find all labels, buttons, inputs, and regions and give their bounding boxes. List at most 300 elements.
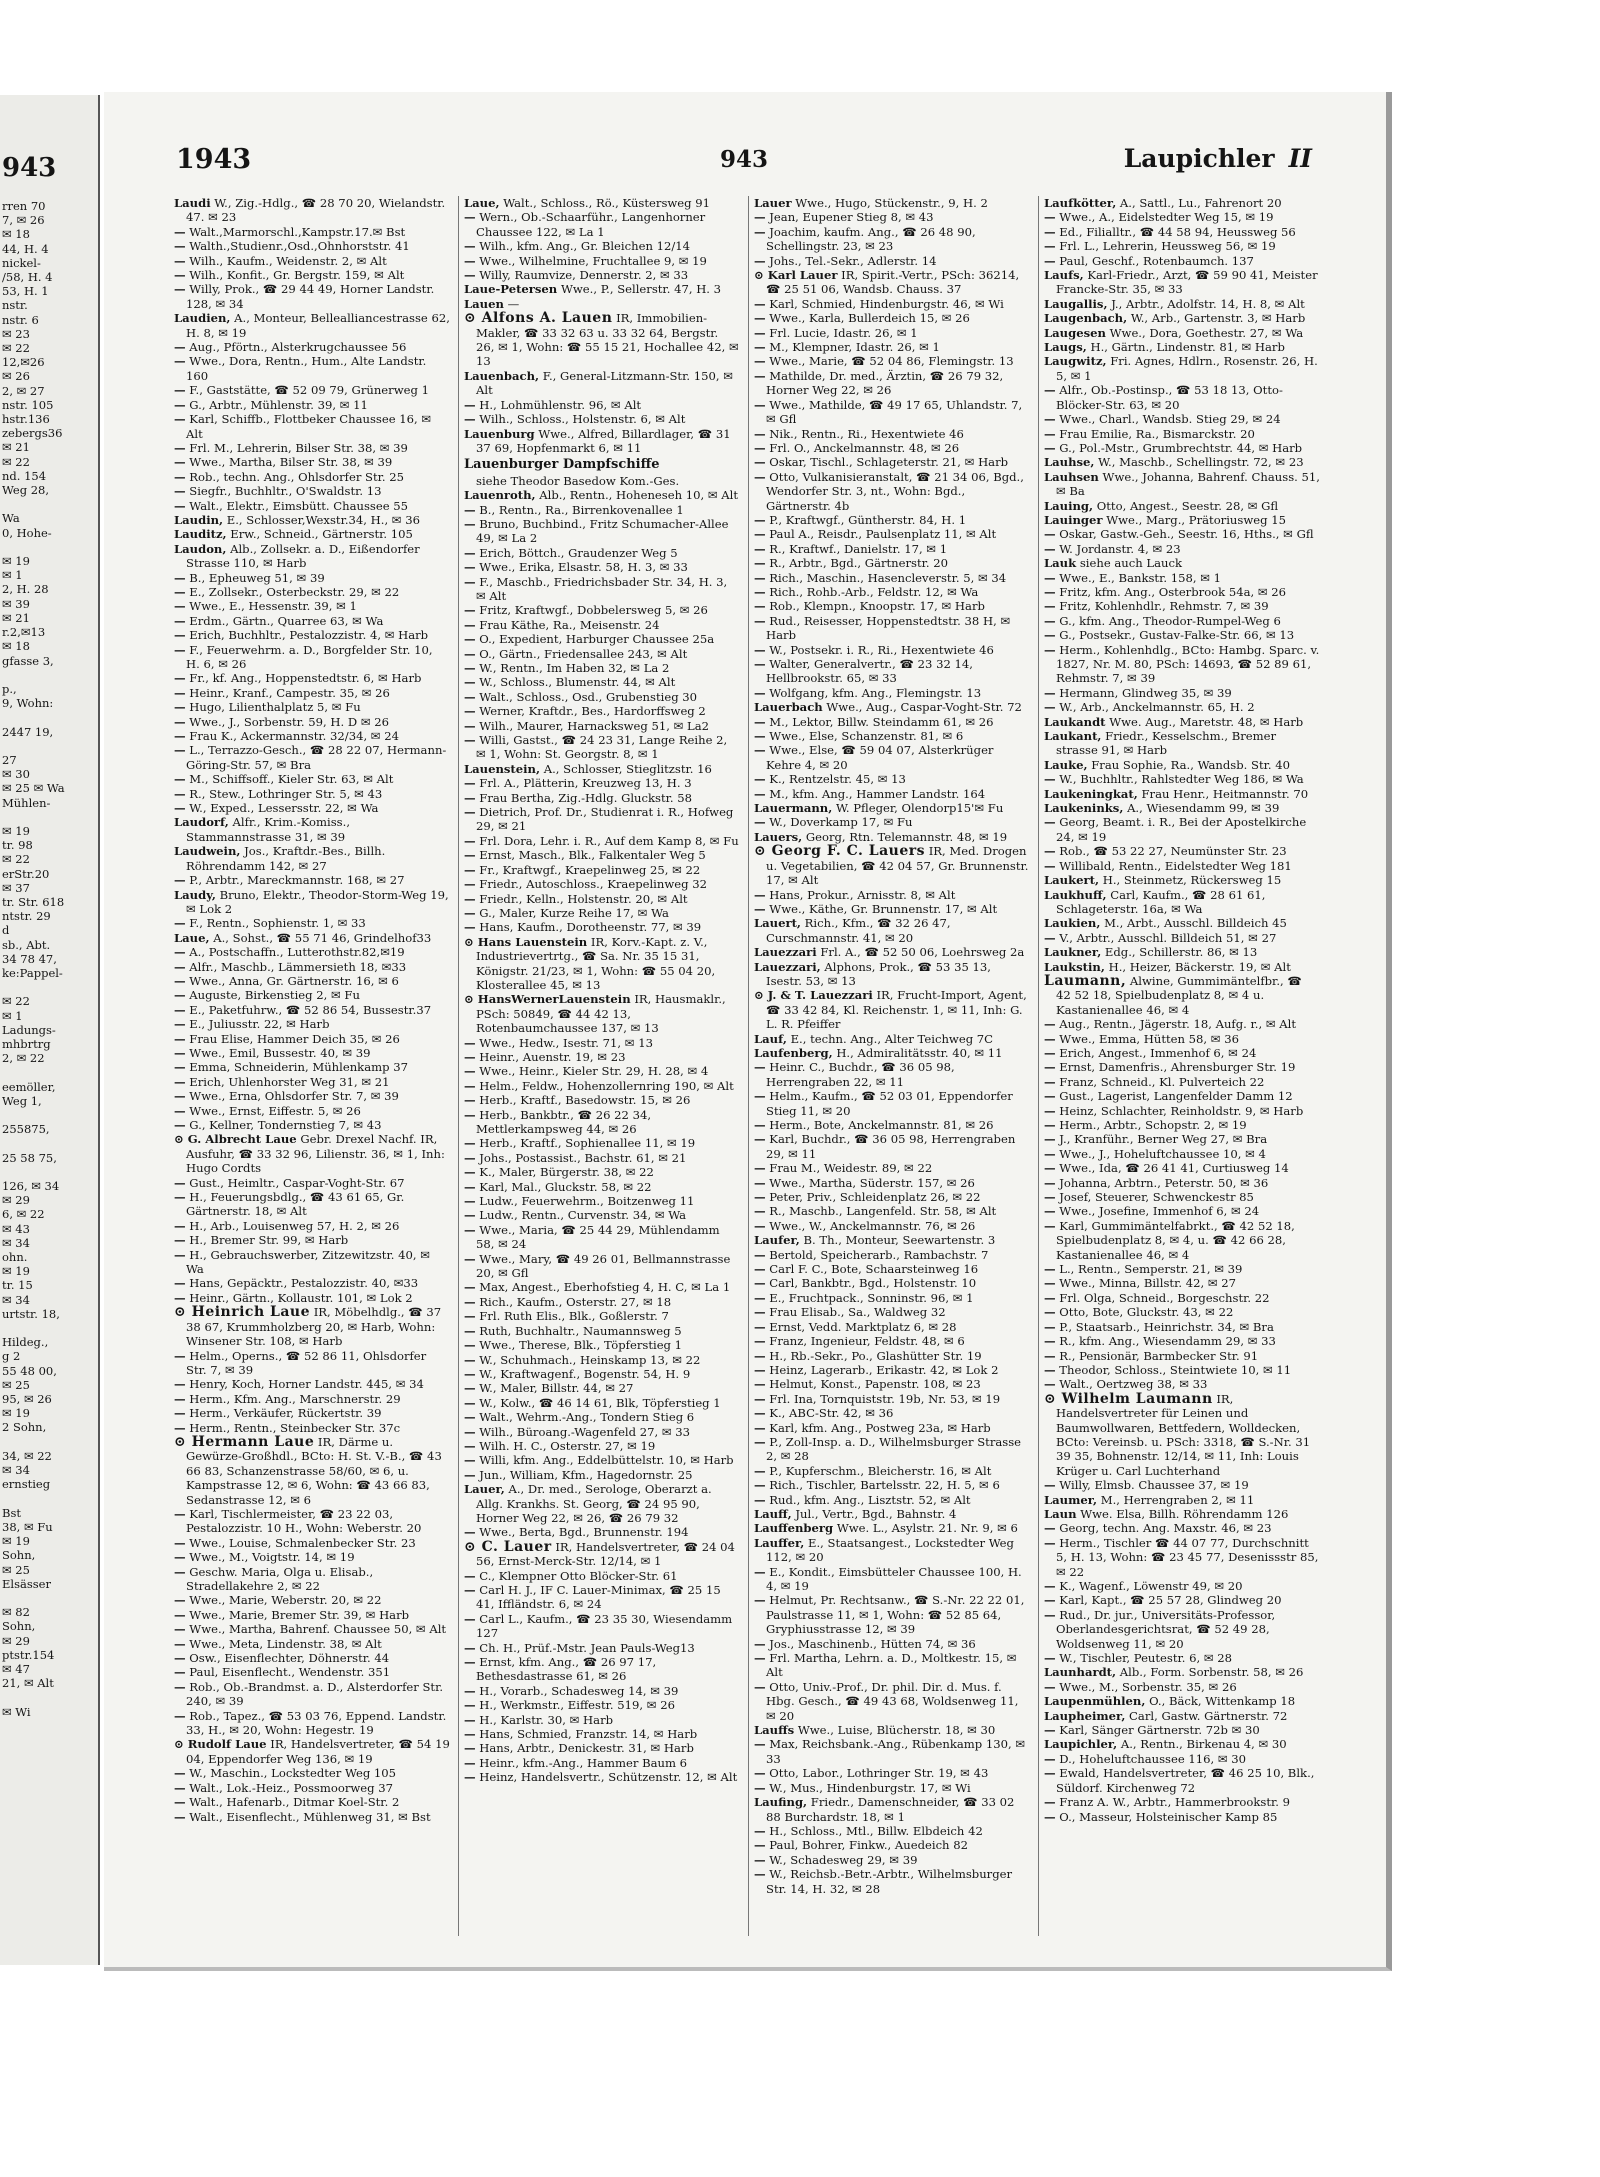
directory-entry xyxy=(464,1713,740,1727)
entry-details: M., kfm. Ang., Hammer Landstr. 164 xyxy=(769,786,986,801)
entry-name: — xyxy=(754,1406,766,1421)
directory-entry xyxy=(174,916,450,930)
entry-details: IR, Immobilien-Makler, ☎ 33 32 63 u. 33 32 64, Bergstr. 26, ✉ 1, Wohn: ☎ 55 15 21, Hochallee 42, ✉ 13 xyxy=(476,311,739,369)
entry-name: — xyxy=(174,1665,186,1680)
directory-entry xyxy=(754,1248,1030,1262)
entry-name: — xyxy=(754,599,766,614)
entry-name: — xyxy=(754,1823,766,1838)
directory-entry xyxy=(174,1349,450,1378)
entry-name: ⊙ G. Albrecht Laue xyxy=(174,1132,297,1147)
page-year: 1943 xyxy=(176,144,252,175)
facing-page-line: ✉ 47 xyxy=(2,1661,30,1676)
directory-entry xyxy=(464,1280,740,1294)
directory-entry xyxy=(174,1046,450,1060)
directory-entry xyxy=(754,988,1030,1031)
entry-name: — xyxy=(174,1795,186,1810)
directory-entry xyxy=(1044,1334,1320,1348)
directory-entry xyxy=(464,196,740,210)
directory-entry xyxy=(1044,844,1320,858)
entry-name: — xyxy=(1044,1809,1056,1824)
entry-details: V., Arbtr., Ausschl. Billdeich 51, ✉ 27 xyxy=(1059,930,1277,945)
entry-name: — xyxy=(1044,1132,1056,1147)
directory-entry xyxy=(464,398,740,412)
entry-details: W., Schuhmach., Heinskamp 13, ✉ 22 xyxy=(479,1352,701,1367)
directory-entry xyxy=(464,297,740,311)
entry-name: — xyxy=(174,685,186,700)
entry-name: ⊙ Hermann Laue xyxy=(174,1433,315,1450)
directory-entry xyxy=(174,960,450,974)
entry-name: Lauk xyxy=(1044,556,1077,571)
entry-details: Mathilde, Dr. med., Ärztin, ☎ 26 79 32, Horner Weg 22, ✉ 26 xyxy=(766,368,1004,398)
entry-name: — xyxy=(174,1607,186,1622)
entry-name: — xyxy=(1044,844,1056,859)
entry-name: — xyxy=(754,1060,766,1075)
entry-name: — xyxy=(1044,700,1056,715)
facing-page-line: d xyxy=(2,923,10,938)
entry-details: Karl, Kapt., ☎ 25 57 28, Glindweg 20 xyxy=(1059,1593,1282,1608)
entry-name: — xyxy=(174,1391,186,1406)
entry-details: G., Kellner, Tondernstieg 7, ✉ 43 xyxy=(189,1118,382,1132)
entry-details: G., Maler, Kurze Reihe 17, ✉ Wa xyxy=(479,905,669,920)
entry-name: — xyxy=(174,1622,186,1637)
entry-details: Georg, Rtn. Telemannstr. 48, ✉ 19 xyxy=(805,829,1008,844)
entry-details: Josef, Steuerer, Schwenckestr 85 xyxy=(1059,1190,1254,1205)
entry-name: ⊙ J. & T. Lauezzari xyxy=(754,988,873,1003)
entry-details: Walt., Lok.-Heiz., Possmoorweg 37 xyxy=(189,1780,394,1795)
entry-name: — xyxy=(1044,1348,1056,1363)
entry-name: — xyxy=(754,1290,766,1305)
directory-entry xyxy=(464,1353,740,1367)
facing-page-line: ✉ 21 xyxy=(2,440,30,455)
entry-details: Aug., Pförtn., Alsterkrugchaussee 56 xyxy=(189,340,407,355)
entry-details: Heinr., Gärtn., Kollaustr. 101, ✉ Lok 2 xyxy=(189,1290,413,1305)
facing-page-line: ✉ 19 xyxy=(2,1406,30,1421)
facing-page-line: gfasse 3, xyxy=(2,653,54,668)
entry-name: — xyxy=(754,253,766,268)
entry-details: Wilh., Kaufm., Weidenstr. 2, ✉ Alt xyxy=(189,253,387,268)
directory-entry xyxy=(174,1536,450,1550)
entry-details: Frau Sophie, Ra., Wandsb. Str. 40 xyxy=(1091,757,1291,772)
facing-page-line: tr. 98 xyxy=(2,838,33,853)
facing-page-line xyxy=(2,668,98,682)
entry-details: H., Arb., Louisenweg 57, H. 2, ✉ 26 xyxy=(189,1218,400,1233)
entry-details: Walt.,Marmorschl.,Kampstr.17.✉ Bst xyxy=(189,224,406,239)
entry-details: Wwe., E., Hessenstr. 39, ✉ 1 xyxy=(189,599,357,614)
entry-details: Joachim, kaufm. Ang., ☎ 26 48 90, Schellingstr. 23, ✉ 23 xyxy=(766,224,976,254)
entry-details: Otto, Bote, Gluckstr. 43, ✉ 22 xyxy=(1059,1305,1234,1320)
entry-name: — xyxy=(1044,858,1056,873)
entry-name: — xyxy=(754,210,766,225)
directory-entry xyxy=(754,1565,1030,1594)
facing-page-line: ✉ 34 xyxy=(2,1463,30,1478)
entry-details: Frl. Dora, Lehr. i. R., Auf dem Kamp 8, ✉ Fu xyxy=(479,833,739,848)
entry-name: Laufenberg, xyxy=(754,1045,833,1060)
entry-details: Wwe. Aug., Maretstr. 48, ✉ Harb xyxy=(1109,714,1304,729)
entry-details: W., Reichsb.-Betr.-Arbtr., Wilhelmsburger Str. 14, H. 32, ✉ 28 xyxy=(766,1867,1013,1896)
entry-details: Herm., Arbtr., Schopstr. 2, ✉ 19 xyxy=(1059,1118,1247,1132)
facing-page-line: Bst xyxy=(2,1505,21,1520)
entry-details: Frl. L., Lehrerin, Heussweg 56, ✉ 19 xyxy=(1059,239,1276,254)
entry-details: A., Schlosser, Stieglitzstr. 16 xyxy=(543,761,712,776)
entry-name: — xyxy=(464,1294,476,1309)
directory-entry xyxy=(174,974,450,988)
facing-page-line: /58, H. 4 xyxy=(2,270,53,285)
entry-name: — xyxy=(1044,570,1056,585)
entry-details: Herb., Kraftf., Basedowstr. 15, ✉ 26 xyxy=(479,1093,691,1108)
directory-entry xyxy=(1044,499,1320,513)
entry-name: — xyxy=(464,1611,476,1626)
entry-details: L., Rentn., Semperstr. 21, ✉ 39 xyxy=(1059,1262,1243,1277)
directory-entry xyxy=(754,1867,1030,1896)
entry-name: Laukert, xyxy=(1044,873,1100,888)
directory-entry xyxy=(464,1425,740,1439)
entry-details: Herm., Kohlenhdlg., BCto: Hambg. Sparc. v. 1827, Nr. M. 80, PSch: 14693, ☎ 52 89 61, Rehmstr. 7, ✉ 39 xyxy=(1056,642,1320,686)
entry-details: R., Arbtr., Bgd., Gärtnerstr. 20 xyxy=(769,556,949,571)
facing-page-line: 53, H. 1 xyxy=(2,284,49,299)
directory-entry xyxy=(1044,571,1320,585)
entry-details: Heinr. C., Buchdr., ☎ 36 05 98, Herrengraben 22, ✉ 11 xyxy=(766,1060,955,1089)
entry-details: W., Doverkamp 17, ✉ Fu xyxy=(769,815,913,830)
entry-details: Karl, Mal., Gluckstr. 58, ✉ 22 xyxy=(479,1179,652,1194)
facing-page-line: ✉ 25 ✉ Wa xyxy=(2,781,65,796)
entry-details: Erdm., Gärtn., Quarree 63, ✉ Wa xyxy=(189,613,384,628)
directory-entry xyxy=(174,1104,450,1118)
column-3 xyxy=(754,196,1030,1936)
entry-name: Laufs, xyxy=(1044,268,1084,283)
directory-entry xyxy=(754,585,1030,599)
entry-details: Willi, Gastst., ☎ 24 23 31, Lange Reihe 2, ✉ 1, Wohn: St. Georgstr. 8, ✉ 1 xyxy=(476,733,728,762)
directory-entry xyxy=(174,1377,450,1391)
entry-name: — xyxy=(754,1319,766,1334)
entry-name: — xyxy=(754,340,766,355)
entry-details: Willy, Raumvize, Dennerstr. 2, ✉ 33 xyxy=(479,268,689,283)
directory-entry xyxy=(1044,1752,1320,1766)
entry-name: — xyxy=(174,1535,186,1550)
entry-name: Laukeningkat, xyxy=(1044,786,1138,801)
directory-entry xyxy=(464,1439,740,1453)
facing-page-line: ✉ 30 xyxy=(2,767,30,782)
entry-name: Lauezzari xyxy=(754,945,817,960)
entry-details: Walter, Generalvertr., ☎ 23 32 14, Hellbrookstr. 65, ✉ 33 xyxy=(766,657,973,686)
entry-details: Wwe., M., Sorbenstr. 35, ✉ 26 xyxy=(1059,1679,1237,1694)
entry-name: — xyxy=(174,354,186,369)
entry-details: Wwe., Maria, ☎ 25 44 29, Mühlendamm 58, ✉ 24 xyxy=(476,1222,720,1252)
entry-name: — xyxy=(1044,613,1056,628)
directory-entry xyxy=(174,1089,450,1103)
entry-name: — xyxy=(174,772,186,787)
directory-entry xyxy=(464,1108,740,1137)
entry-name: — xyxy=(464,675,476,690)
entry-details: Auguste, Birkenstieg 2, ✉ Fu xyxy=(189,988,360,1003)
entry-name: — xyxy=(754,714,766,729)
entry-details: B., Rentn., Ra., Birrenkovenallee 1 xyxy=(479,502,684,517)
facing-page-line: erStr.20 xyxy=(2,866,50,881)
directory-entry xyxy=(754,441,1030,455)
entry-name: — xyxy=(174,1218,186,1233)
entry-name: — xyxy=(1044,1766,1056,1781)
entry-details: Wwe., Hugo, Stückenstr., 9, H. 2 xyxy=(795,196,988,210)
directory-entry xyxy=(1044,1349,1320,1363)
entry-name: — xyxy=(1044,1146,1056,1161)
directory-entry xyxy=(174,254,450,268)
directory-entry xyxy=(464,239,740,253)
entry-details: Erich, Angest., Immenhof 6, ✉ 24 xyxy=(1059,1045,1257,1060)
entry-details: Paul A., Reisdr., Paulsenplatz 11, ✉ Alt xyxy=(769,527,997,542)
directory-entry xyxy=(1044,1204,1320,1218)
directory-entry xyxy=(464,1770,740,1784)
facing-page-line xyxy=(2,1690,98,1704)
directory-entry xyxy=(754,945,1030,959)
facing-page-line: nstr. xyxy=(2,298,28,313)
entry-details: G., Postsekr., Gustav-Falke-Str. 66, ✉ 13 xyxy=(1059,628,1295,643)
directory-entry xyxy=(754,1046,1030,1060)
directory-entry xyxy=(174,585,450,599)
directory-entry xyxy=(1044,1579,1320,1593)
entry-details: Bertold, Speicherarb., Rambachstr. 7 xyxy=(769,1247,989,1262)
directory-entry xyxy=(1044,1737,1320,1751)
directory-entry xyxy=(174,340,450,354)
directory-entry xyxy=(464,675,740,689)
directory-entry xyxy=(464,704,740,718)
entry-details: F., Gaststätte, ☎ 52 09 79, Grünerweg 1 xyxy=(189,383,429,398)
entry-details: Wwe., Berta, Bgd., Brunnenstr. 194 xyxy=(479,1525,689,1540)
directory-entry xyxy=(1044,945,1320,959)
directory-entry xyxy=(174,801,450,815)
entry-name: — xyxy=(174,1089,186,1104)
entry-name: — xyxy=(464,603,476,618)
entry-name: — xyxy=(464,1683,476,1698)
facing-page-line: ✉ 39 xyxy=(2,596,30,611)
entry-name: — xyxy=(754,570,766,585)
directory-entry xyxy=(464,1194,740,1208)
directory-entry xyxy=(1044,686,1320,700)
directory-entry xyxy=(754,1276,1030,1290)
directory-entry xyxy=(1044,700,1320,714)
entry-name: — xyxy=(754,1276,766,1291)
entry-name: — xyxy=(464,689,476,704)
entry-details: Heinr., Kranf., Campestr. 35, ✉ 26 xyxy=(189,685,390,700)
column-divider xyxy=(748,196,749,1936)
entry-details: Frau Henr., Heitmannstr. 70 xyxy=(1141,786,1309,801)
entry-details: Carl, Kaufm., ☎ 28 61 61, Schlageterstr. 16a, ✉ Wa xyxy=(1056,887,1266,916)
entry-name: — xyxy=(754,368,766,383)
entry-name: — xyxy=(464,877,476,892)
entry-details: siehe auch Lauck xyxy=(1079,556,1182,571)
directory-entry xyxy=(1044,268,1320,297)
entry-name: Lauditz, xyxy=(174,527,227,542)
entry-details: P., Kraftwgf., Güntherstr. 84, H. 1 xyxy=(769,512,967,527)
entry-name: — xyxy=(754,1564,766,1579)
directory-entry xyxy=(754,686,1030,700)
entry-details: Rich., Tischler, Bartelsstr. 22, H. 5, ✉ 6 xyxy=(769,1478,1000,1493)
entry-details: IR, Handelsvertreter, ☎ 24 04 56, Ernst-Merck-Str. 12/14, ✉ 1 xyxy=(476,1539,735,1569)
entry-name: — xyxy=(174,1290,186,1305)
entry-details: W., Postsekr. i. R., Ri., Hexentwiete 46 xyxy=(769,642,994,657)
entry-details: Wwe., Else, ☎ 59 04 07, Alsterkrüger Kehre 4, ✉ 20 xyxy=(766,743,994,772)
entry-details: K., ABC-Str. 42, ✉ 36 xyxy=(769,1406,894,1421)
entry-details: Carl, Bankbtr., Bgd., Holstenstr. 10 xyxy=(769,1276,977,1291)
facing-page-line: 0, Hohe- xyxy=(2,525,52,540)
entry-details: Siegfr., Buchhltr., O'Swaldstr. 13 xyxy=(189,484,382,499)
directory-entry xyxy=(464,1583,740,1612)
directory-entry xyxy=(754,1536,1030,1565)
facing-page-line: ✉ 22 xyxy=(2,454,30,469)
facing-page-line: hstr.136 xyxy=(2,412,50,427)
facing-page-line: nickel- xyxy=(2,255,41,270)
facing-page-line: 2, ✉ 27 xyxy=(2,383,45,398)
directory-entry xyxy=(1044,383,1320,412)
entry-name: — xyxy=(174,282,186,297)
directory-entry xyxy=(1044,931,1320,945)
directory-entry xyxy=(174,282,450,311)
entry-name: — xyxy=(754,541,766,556)
directory-entry xyxy=(174,1608,450,1622)
entry-details: Wolfgang, kfm. Ang., Flemingstr. 13 xyxy=(769,685,982,700)
entry-name: — xyxy=(754,325,766,340)
entry-name: — xyxy=(174,1636,186,1651)
facing-page-line: Elsässer xyxy=(2,1576,51,1591)
directory-entry xyxy=(464,632,740,646)
entry-name: — xyxy=(464,1093,476,1108)
directory-entry xyxy=(1044,1493,1320,1507)
entry-details: K., Maler, Bürgerstr. 38, ✉ 22 xyxy=(479,1165,654,1180)
entry-details: Karl-Friedr., Arzt, ☎ 59 90 41, Meister Francke-Str. 35, ✉ 33 xyxy=(1056,268,1318,297)
directory-entry xyxy=(754,1435,1030,1464)
entry-name: — xyxy=(1044,1262,1056,1277)
entry-details: Carl H. J., IF C. Lauer-Minimax, ☎ 25 15 41, Iffländstr. 6, ✉ 24 xyxy=(476,1583,721,1612)
entry-details: Rud., kfm. Ang., Lisztstr. 52, ✉ Alt xyxy=(769,1492,971,1507)
entry-name: — xyxy=(754,1305,766,1320)
entry-details: E., techn. Ang., Alter Teichweg 7C xyxy=(790,1031,994,1046)
entry-details: Ch. H., Prüf.-Mstr. Jean Pauls-Weg13 xyxy=(479,1640,695,1655)
entry-name: — xyxy=(1044,527,1056,542)
directory-entry xyxy=(174,1032,450,1046)
directory-entry xyxy=(174,1248,450,1277)
directory-entry xyxy=(464,546,740,560)
entry-details: Wwe., Luise, Blücherstr. 18, ✉ 30 xyxy=(797,1723,996,1738)
entry-name: — xyxy=(464,210,476,225)
entry-details: Hans, Kaufm., Dorotheenstr. 77, ✉ 39 xyxy=(479,920,702,935)
entry-details: Karl, Tischlermeister, ☎ 23 22 03, Pestalozzistr. 10 H., Wohn: Weberstr. 20 xyxy=(186,1506,422,1536)
directory-entry xyxy=(174,1406,450,1420)
entry-name: ⊙ C. Lauer xyxy=(464,1538,552,1555)
directory-entry xyxy=(1044,1060,1320,1074)
directory-entry xyxy=(1044,254,1320,268)
entry-details: Max, Angest., Eberhofstieg 4, H. C, ✉ La 1 xyxy=(479,1280,731,1295)
directory-entry xyxy=(464,762,740,776)
entry-name: — xyxy=(174,743,186,758)
entry-name: Lauer xyxy=(754,196,792,210)
directory-entry xyxy=(754,1766,1030,1780)
entry-details: Herb., Bankbtr., ☎ 26 22 34, Mettlerkampsweg 44, ✉ 26 xyxy=(476,1107,652,1136)
entry-name: — xyxy=(754,1478,766,1493)
entry-details: Peter, Priv., Schleidenplatz 26, ✉ 22 xyxy=(769,1190,981,1205)
entry-details: Rich., Kfm., ☎ 32 26 47, Curschmannstr. 41, ✉ 20 xyxy=(766,916,951,945)
entry-details: Georg, Beamt. i. R., Bei der Apostelkirche 24, ✉ 19 xyxy=(1056,815,1307,844)
directory-entry xyxy=(174,225,450,239)
directory-entry xyxy=(174,455,450,469)
directory-entry xyxy=(174,772,450,786)
entry-details: Hans, Gepäcktr., Pestalozzistr. 40, ✉33 xyxy=(189,1276,419,1291)
entry-details: Fri. Agnes, Hdlrn., Rosenstr. 26, H. 5, ✉ 1 xyxy=(1056,354,1318,383)
entry-details: Hans, Schmied, Franzstr. 14, ✉ Harb xyxy=(479,1727,698,1742)
entry-details: Walt., Eisenflecht., Mühlenweg 31, ✉ Bst xyxy=(189,1809,431,1824)
facing-page-line: 6, ✉ 22 xyxy=(2,1207,45,1222)
directory-entry xyxy=(1044,1392,1320,1478)
entry-details: Helm., Kaufm., ☎ 52 03 01, Eppendorfer Stieg 11, ✉ 20 xyxy=(766,1089,1013,1118)
entry-details: Frl. Martha, Lehrn. a. D., Moltkestr. 15, ✉ Alt xyxy=(766,1651,1017,1680)
entry-details: W., Kraftwagenf., Bogenstr. 54, H. 9 xyxy=(479,1366,691,1381)
directory-entry xyxy=(464,1151,740,1165)
entry-details: Herm., Tischler ☎ 44 07 77, Durchschnitt 5, H. 13, Wohn: ☎ 23 45 77, Desenissstr 85, ✉ 22 xyxy=(1056,1535,1319,1579)
directory-entry xyxy=(464,1698,740,1712)
directory-entry xyxy=(174,1737,450,1766)
directory-entry xyxy=(174,1003,450,1017)
directory-entry xyxy=(1044,225,1320,239)
entry-name: — xyxy=(464,1583,476,1597)
directory-entry xyxy=(464,1569,740,1583)
directory-entry xyxy=(1044,441,1320,455)
entry-details: Alb., Rentn., Hoheneseh 10, ✉ Alt xyxy=(539,488,739,503)
entry-details: Paul, Bohrer, Finkw., Auedeich 82 xyxy=(769,1838,968,1853)
entry-name: — xyxy=(174,340,186,355)
facing-page-line: ✉ 29 xyxy=(2,1193,30,1208)
entry-name: — xyxy=(754,1204,766,1219)
entry-details: M., Schiffsoff., Kieler Str. 63, ✉ Alt xyxy=(189,772,394,787)
entry-details: W., Buchhltr., Rahlstedter Weg 186, ✉ Wa xyxy=(1059,772,1304,787)
entry-name: — xyxy=(754,469,766,484)
entry-details: Fr., kf. Ang., Hoppenstedtstr. 6, ✉ Harb xyxy=(189,671,422,686)
directory-entry xyxy=(464,719,740,733)
column-divider xyxy=(458,196,459,1936)
entry-details: W., Maschin., Lockstedter Weg 105 xyxy=(189,1766,397,1781)
directory-entry xyxy=(754,1060,1030,1089)
entry-details: Jos., Kraftdr.-Bes., Billh. Röhrendamm 142, ✉ 27 xyxy=(186,844,386,873)
directory-entry xyxy=(1044,1521,1320,1535)
facing-page-line: ✉ 21 xyxy=(2,610,30,625)
entry-details: Frl. M., Lehrerin, Bilser Str. 38, ✉ 39 xyxy=(189,440,408,455)
entry-details: Willibald, Rentn., Eidelstedter Weg 181 xyxy=(1059,858,1292,873)
directory-entry xyxy=(754,1204,1030,1218)
entry-details: P., Staatsarb., Heinrichstr. 34, ✉ Bra xyxy=(1059,1319,1274,1334)
facing-page-line xyxy=(2,1491,98,1505)
entry-details: Johanna, Arbtrn., Peterstr. 50, ✉ 36 xyxy=(1059,1175,1269,1190)
directory-entry xyxy=(754,1219,1030,1233)
entry-name: — xyxy=(174,1060,186,1075)
directory-entry xyxy=(754,599,1030,613)
entry-name: — xyxy=(464,833,476,848)
entry-name: Lauerbach xyxy=(754,700,823,715)
entry-details: Wwe., Marg., Prätoriusweg 15 xyxy=(1106,512,1286,527)
entry-name: — xyxy=(1044,440,1056,455)
entry-details: Aug., Rentn., Jägerstr. 18, Aufg. r., ✉ Alt xyxy=(1059,1017,1296,1032)
entry-name: — xyxy=(174,1247,186,1262)
directory-entry xyxy=(464,1295,740,1309)
entry-details: A., Rentn., Birkenau 4, ✉ 30 xyxy=(1120,1737,1287,1752)
directory-entry xyxy=(754,1190,1030,1204)
entry-name: Laue, xyxy=(174,930,210,945)
entry-details: Emma, Schneiderin, Mühlenkamp 37 xyxy=(189,1060,408,1075)
entry-name: — xyxy=(754,440,766,455)
entry-details: Ed., Filialltr., ☎ 44 58 94, Heussweg 56 xyxy=(1059,224,1296,239)
facing-page-line: 2, H. 28 xyxy=(2,582,49,597)
entry-name: Lauermann, xyxy=(754,801,833,816)
entry-details: Herm., Bote, Anckelmannstr. 81, ✉ 26 xyxy=(769,1118,994,1132)
entry-name: — xyxy=(1044,1679,1056,1694)
directory-entry xyxy=(754,268,1030,297)
entry-name: — xyxy=(464,1755,476,1770)
entry-name: — xyxy=(754,426,766,441)
